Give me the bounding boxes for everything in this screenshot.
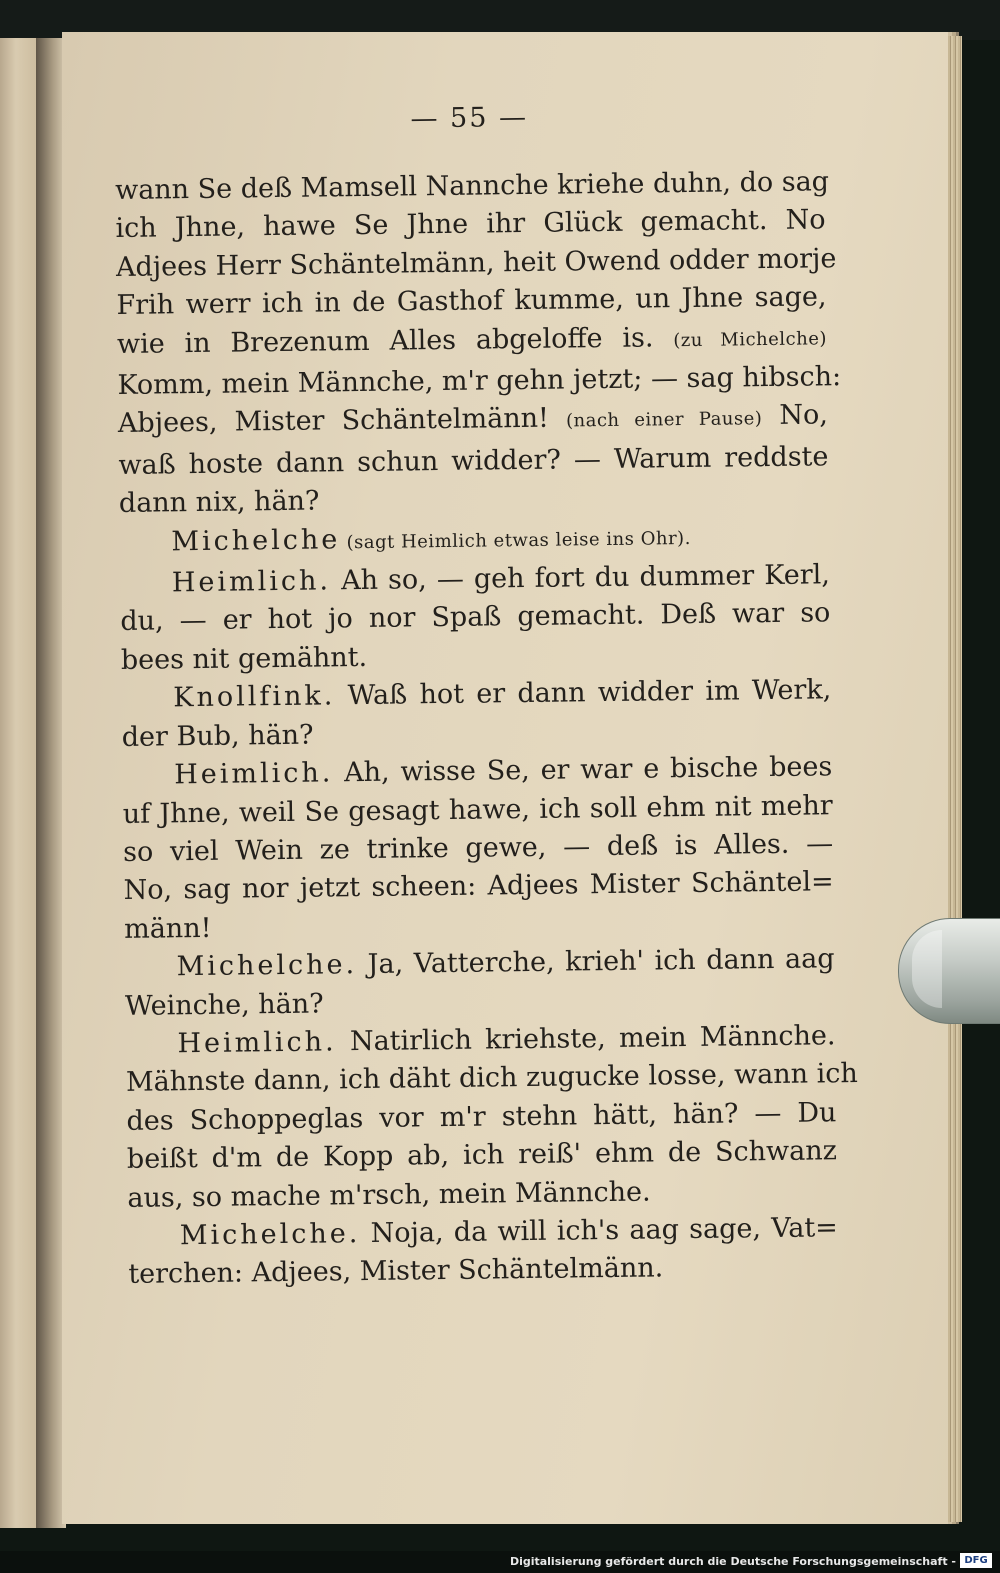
line-text: beißt d'm de Kopp ab, ich reiß' ehm de Schwanz: [126, 1135, 838, 1176]
stage-direction: (sagt Heimlich etwas leise ins Ohr).: [340, 527, 691, 553]
line-text: aus, so mache m'rsch, mein Männche.: [127, 1176, 651, 1214]
line-text: uf Jhne, weil Se gesagt hawe, ich soll ehm nit mehr: [122, 789, 833, 830]
speaker-name: Heimlich.: [171, 565, 332, 599]
line-text: Noja, da will ich's aag sage, Vat=: [360, 1212, 839, 1250]
line-text: Ja, Vatterche, krieh' ich dann aag: [356, 943, 835, 981]
text-lines: [114, 163, 859, 1294]
line-text: ich Jhne, hawe Se Jhne ihr Glück gemacht. No: [115, 204, 826, 245]
line-text: No,: [762, 399, 829, 432]
line-text: männ!: [123, 912, 212, 945]
page-edges: [948, 36, 962, 1522]
line-text: Komm, mein Männche, m'r gehn jetzt; — sag hibsch:: [117, 361, 842, 402]
line-text: der Bub, hän?: [121, 719, 314, 753]
stage-direction: (zu Michelche): [673, 327, 828, 351]
line-text: bees nit gemähnt.: [120, 641, 368, 676]
line-text: Frih werr ich in de Gasthof kumme, un Jhne sage,: [116, 281, 827, 322]
line-text: des Schoppeglas vor m'r stehn hätt, hän? — Du: [126, 1097, 837, 1137]
line-text: No, sag nor jetzt scheen: Adjees Mister Schäntel=: [123, 866, 834, 907]
funding-credit: Digitalisierung gefördert durch die Deutsche Forschungsgemeinschaft -: [509, 1555, 956, 1568]
line-text: dann nix, hän?: [118, 485, 320, 520]
speaker-name: Michelche.: [176, 949, 358, 983]
speaker-name: Heimlich.: [174, 757, 334, 791]
line-text: Natirlich kriehste, mein Männche.: [336, 1020, 836, 1058]
speaker-name: Heimlich.: [177, 1026, 337, 1060]
line-text: Ah, wisse Se, er war e bische bees: [333, 751, 833, 789]
stage-direction: (nach einer Pause): [565, 408, 763, 432]
page-text: [114, 91, 859, 1294]
left-page-edge: [0, 38, 40, 1528]
dfg-logo: DFG: [960, 1553, 992, 1568]
speaker-name: Michelche: [171, 523, 341, 557]
line-text: Ah so, — geh fort du dummer Kerl,: [330, 559, 831, 597]
line-text: wann Se deß Mamsell Nannche kriehe duhn, do sag: [114, 166, 830, 206]
line-text: Mähnste dann, ich däht dich zugucke losse, wann ich: [125, 1058, 859, 1099]
line-text: so viel Wein ze trinke gewe, — deß is Alles. —: [123, 828, 834, 868]
speaker-name: Michelche.: [179, 1218, 361, 1252]
line-text: Adjees Herr Schäntelmänn, heit Owend odder morje: [115, 242, 837, 283]
line-text: du, — er hot jo nor Spaß gemacht. Deß war so: [120, 597, 831, 638]
speaker-name: Knollfink.: [173, 680, 336, 714]
line-text: Abjees, Mister Schäntelmänn!: [117, 402, 567, 440]
line-text: Weinche, hän?: [124, 988, 324, 1022]
line-text: wie in Brezenum Alles abgeloffe is.: [116, 321, 674, 360]
line-text: waß hoste dann schun widder? — Warum reddste: [118, 441, 829, 481]
line-text: terchen: Adjees, Mister Schäntelmänn.: [128, 1252, 664, 1291]
line-text: Waß hot er dann widder im Werk,: [335, 674, 832, 712]
page-number: — 55 —: [410, 101, 529, 135]
